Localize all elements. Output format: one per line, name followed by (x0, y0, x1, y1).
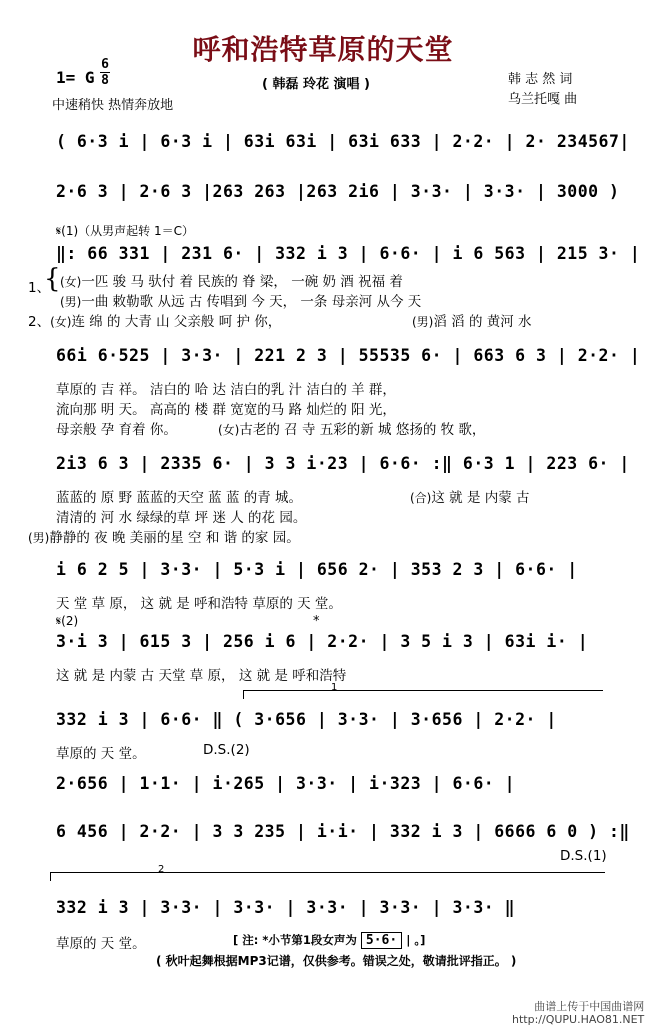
performers: ( 韩磊 玲花 演唱 ) (262, 77, 370, 92)
lyric-line-3a: 一匹 骏 马 驮付 着 民族的 脊 梁， 一碗 奶 酒 祝福 着 (81, 274, 403, 290)
lyric-line-4c: 母亲般 孕 育着 你。 (56, 422, 177, 438)
lyric-line-8: 草原的 天 堂。 (56, 746, 146, 762)
male-tag-2: (男) (412, 315, 434, 329)
music-line-8: 332 i 3 | 6·6· ‖ ( 3·656 | 3·3· | 3·656 | 2·2· | (56, 710, 557, 729)
footnote-suffix: | 。] (402, 933, 426, 947)
music-line-2: 2·6 3 | 2·6 3 |263 263 |263 2i6 | 3·3· | 3·3· | 3000 ) (56, 182, 620, 201)
music-line-11: 332 i 3 | 3·3· | 3·3· | 3·3· | 3·3· | 3·3· ‖ (56, 898, 516, 917)
volta-number-1: 1 (331, 682, 338, 693)
site-watermark: 曲谱上传于中国曲谱网 http://QUPU.HAO81.NET (512, 1000, 645, 1026)
time-signature-top: 6 (101, 57, 109, 72)
lyric-line-4b: 流向那 明 天。 高高的 楼 群 宽宽的马 路 灿烂的 阳 光， (56, 402, 396, 418)
lyric-line-4c2: 古老的 召 寺 五彩的新 城 悠扬的 牧 歌， (239, 422, 486, 438)
lyric-line-5a: 蓝蓝的 原 野 蓝蓝的天空 蓝 蓝 的青 城。 (56, 490, 303, 506)
music-line-6: i 6 2 5 | 3·3· | 5·3 i | 656 2· | 353 2 3 | 6·6· | (56, 560, 578, 579)
male-tag: (男) (60, 295, 82, 309)
volta-bracket-2 (50, 864, 605, 875)
segno-1: 𝄋(1)（从男声起转 1＝C） (56, 224, 194, 238)
music-line-1: ( 6·3 i | 6·3 i | 63i 63i | 63i 633 | 2·2· | 2· 234567| (56, 132, 630, 151)
lyric-line-5a2: 这 就 是 内蒙 古 (431, 490, 530, 506)
footnote-boxed-notes: 5·6· (361, 932, 402, 949)
lyric-line-5c: 静静的 夜 晚 美丽的星 空 和 谐 的家 园。 (49, 530, 300, 546)
key-signature: 1= G (56, 68, 95, 87)
male-tag-3: (男) (28, 531, 50, 545)
segno-2: 𝄋(2) (56, 614, 79, 628)
music-line-9: 2·656 | 1·1· | i·265 | 3·3· | i·323 | 6·6· | (56, 774, 516, 793)
tempo-marking: 中速稍快 热情奔放地 (52, 98, 174, 113)
lyricist: 韩 志 然 词 (508, 72, 573, 87)
volta-bracket-1 (243, 682, 603, 693)
footnote (233, 932, 425, 949)
lyric-line-3b: 一曲 敕勒歌 从远 古 传唱到 今 天， 一条 母亲河 从今 天 (81, 294, 422, 310)
lyric-line-3c: 连 绵 的 大青 山 父亲般 呵 护 你， (71, 314, 282, 330)
female-tag-2: (女) (50, 315, 72, 329)
time-signature-bottom: 8 (101, 73, 109, 88)
lyric-line-7: 这 就 是 内蒙 古 天堂 草 原， 这 就 是 呼和浩特 (56, 668, 347, 684)
female-tag: (女) (60, 275, 82, 289)
volta-number-2: 2 (158, 864, 165, 875)
female-tag-3: (女) (218, 423, 240, 437)
lyric-line-11: 草原的 天 堂。 (56, 936, 146, 952)
dal-segno-2: D.S.(2) (203, 742, 250, 758)
verse-number-2: 2、 (28, 314, 51, 330)
music-line-3: ‖: 66 331 | 231 6· | 332 i 3 | 6·6· | i 6 563 | 215 3· | (56, 244, 641, 263)
chorus-tag: (合) (410, 491, 432, 505)
time-signature (100, 58, 110, 87)
music-line-5: 2i3 6 3 | 2335 6· | 3 3 i·23 | 6·6· :‖ 6·3 1 | 223 6· | (56, 454, 630, 473)
dal-segno-1: D.S.(1) (560, 848, 607, 864)
lyric-line-5b: 清清的 河 水 绿绿的草 坪 迷 人 的花 园。 (56, 510, 307, 526)
lyric-line-6: 天 堂 草 原， 这 就 是 呼和浩特 草原的 天 堂。 (56, 596, 342, 612)
composer: 乌兰托嘎 曲 (508, 92, 578, 107)
star-mark: * (313, 614, 320, 629)
footnote-prefix: [ 注: *小节第1段女声为 (233, 933, 361, 947)
transcriber-note: ( 秋叶起舞根据MP3记谱，仅供参考。错误之处，敬请批评指正。 ) (156, 954, 517, 968)
verse-number-1: 1、 (28, 280, 51, 296)
lyric-line-4a: 草原的 吉 祥。 洁白的 哈 达 洁白的乳 汁 洁白的 羊 群， (56, 382, 396, 398)
verse-brace: { (44, 264, 61, 294)
music-line-4: 66i 6·525 | 3·3· | 221 2 3 | 55535 6· | 663 6 3 | 2·2· | (56, 346, 641, 365)
music-line-7: 3·i 3 | 615 3 | 256 i 6 | 2·2· | 3 5 i 3 | 63i i· | (56, 632, 589, 651)
song-title: 呼和浩特草原的天堂 (192, 33, 454, 66)
lyric-line-3c2: 滔 滔 的 黄河 水 (433, 314, 532, 330)
music-line-10: 6 456 | 2·2· | 3 3 235 | i·i· | 332 i 3 | 6666 6 0 ) :‖ (56, 822, 630, 841)
